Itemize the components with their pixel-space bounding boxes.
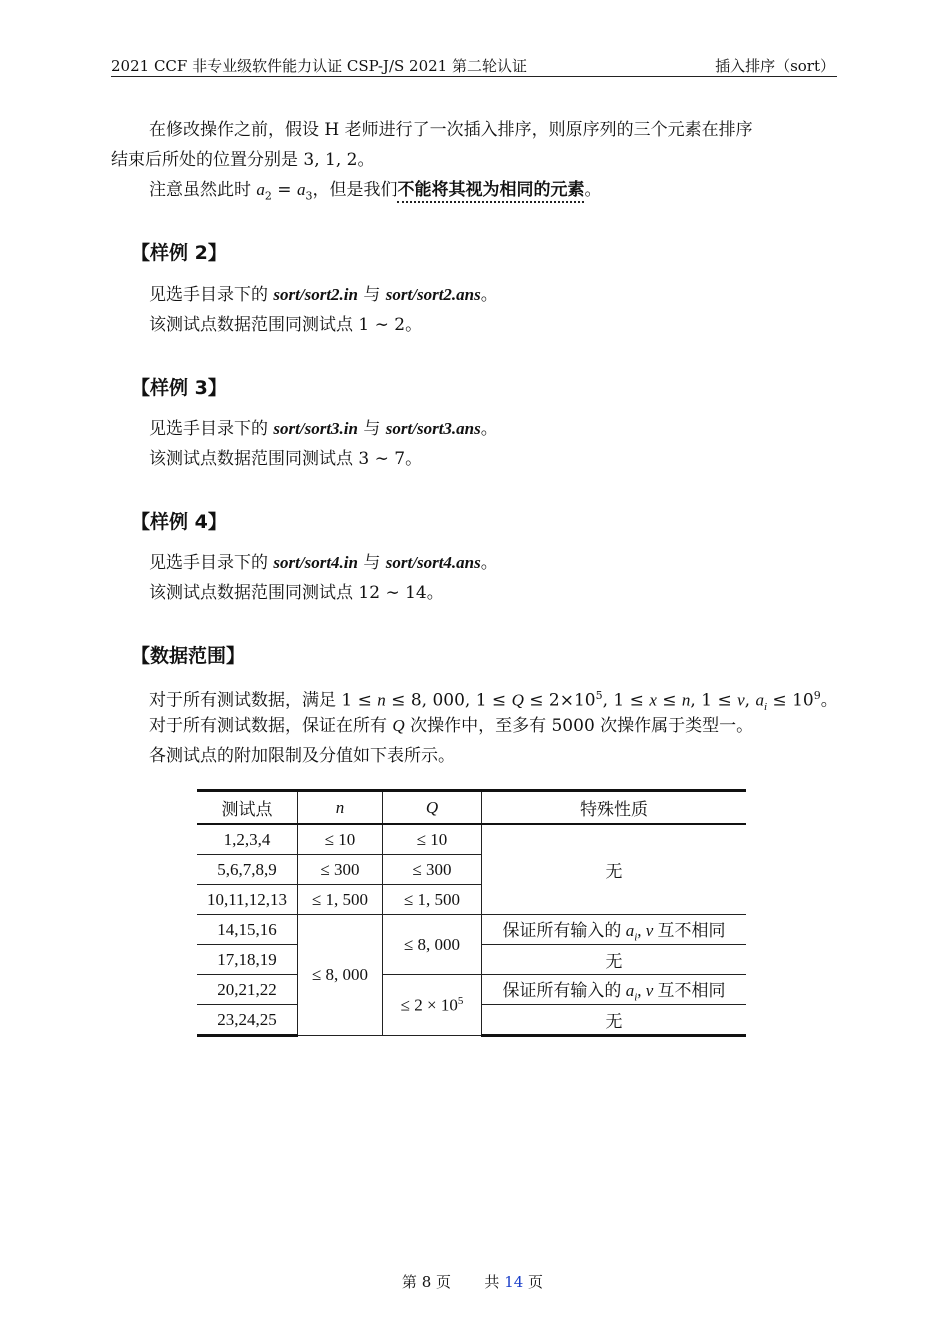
testpoint-cell: 1,2,3,4 — [197, 824, 298, 855]
page-header — [111, 52, 837, 77]
testpoint-cell: 17,18,19 — [197, 945, 298, 975]
testpoint-cell: 20,21,22 — [197, 975, 298, 1005]
sample-3-range: 该测试点数据范围同测试点 3 ∼ 7。 — [149, 449, 423, 469]
range-line-2: 对于所有测试数据，保证在所有 Q 次操作中，至多有 5000 次操作属于类型一。 — [149, 716, 754, 736]
testpoint-cell: 5,6,7,8,9 — [197, 855, 298, 885]
property-cell: 无 — [482, 824, 747, 915]
sample-2-files: 见选手目录下的 sort/sort2.in 与 sort/sort2.ans。 — [149, 285, 498, 305]
n-cell: ≤ 10 — [298, 824, 383, 855]
data-range-title: 【数据范围】 — [131, 645, 246, 667]
n-cell: ≤ 8, 000 — [298, 915, 383, 1036]
property-cell: 无 — [482, 1005, 747, 1036]
range-line-1: 对于所有测试数据，满足 1 ≤ n ≤ 8, 000, $1 \le Q \le 2\times 10^5$, 1 ≤ x ≤ n, 1 ≤ v, $a_i \le 10^9$。 — [149, 689, 838, 714]
sample-3-ans-file: sort/sort3.ans — [385, 419, 481, 438]
q-cell: ≤ 300 — [383, 855, 482, 885]
sample-4-in-file: sort/sort4.in — [273, 553, 358, 572]
table-row — [197, 824, 746, 855]
col-header-n: n — [298, 791, 383, 825]
page-footer: 第 8 页 共 14 页 — [401, 1273, 544, 1291]
sample-2-title: 【样例 2】 — [131, 242, 227, 264]
col-header-testpoint: 测试点 — [197, 791, 298, 825]
header-right: 插入排序（sort） — [715, 57, 835, 75]
sample-3-in-file: sort/sort3.in — [273, 419, 358, 438]
sample-4-title: 【样例 4】 — [131, 511, 227, 533]
emphasis-text: 不能将其视为相同的元素 — [397, 180, 584, 203]
sample-2-ans-file: sort/sort2.ans — [385, 285, 481, 304]
testpoint-cell: 14,15,16 — [197, 915, 298, 945]
sample-2-range: 该测试点数据范围同测试点 1 ∼ 2。 — [149, 315, 423, 335]
col-header-q: Q — [383, 791, 482, 825]
property-cell: 无 — [482, 945, 747, 975]
sample-4-ans-file: sort/sort4.ans — [385, 553, 481, 572]
q-cell: ≤ $2 \times 10^5$ — [383, 975, 482, 1036]
q-cell: ≤ 10 — [383, 824, 482, 855]
n-cell: ≤ 300 — [298, 855, 383, 885]
table-row — [197, 975, 746, 1005]
property-cell: 保证所有输入的 $a_i$, v 互不相同 — [482, 975, 747, 1005]
testpoint-cell: 23,24,25 — [197, 1005, 298, 1036]
sample-4-range: 该测试点数据范围同测试点 12 ∼ 14。 — [149, 583, 444, 603]
constraints-table — [197, 789, 746, 1037]
q-cell: ≤ 8, 000 — [383, 915, 482, 975]
range-line-3: 各测试点的附加限制及分值如下表所示。 — [149, 746, 455, 766]
table-row — [197, 915, 746, 945]
sample-3-files: 见选手目录下的 sort/sort3.in 与 sort/sort3.ans。 — [149, 419, 498, 439]
intro-line-3: 注意虽然此时 $a_2 = a_3$，但是我们不能将其视为相同的元素。 — [149, 180, 602, 203]
sample-4-files: 见选手目录下的 sort/sort4.in 与 sort/sort4.ans。 — [149, 553, 498, 573]
n-cell: ≤ 1, 500 — [298, 885, 383, 915]
page-number: 第 8 页 — [401, 1273, 452, 1291]
header-left: 2021 CCF 非专业级软件能力认证 CSP-J/S 2021 第二轮认证 — [111, 57, 527, 75]
col-header-property: 特殊性质 — [482, 791, 747, 825]
sample-2-in-file: sort/sort2.in — [273, 285, 358, 304]
total-pages-link[interactable]: 14 — [504, 1273, 524, 1291]
table-header-row — [197, 791, 746, 825]
intro-line-1: 在修改操作之前，假设 H 老师进行了一次插入排序，则原序列的三个元素在排序 — [149, 120, 753, 140]
testpoint-cell: 10,11,12,13 — [197, 885, 298, 915]
intro-line-2: 结束后所处的位置分别是 3, 1, 2。 — [111, 150, 375, 170]
q-cell: ≤ 1, 500 — [383, 885, 482, 915]
sample-3-title: 【样例 3】 — [131, 377, 227, 399]
property-cell: 保证所有输入的 $a_i$, v 互不相同 — [482, 915, 747, 945]
